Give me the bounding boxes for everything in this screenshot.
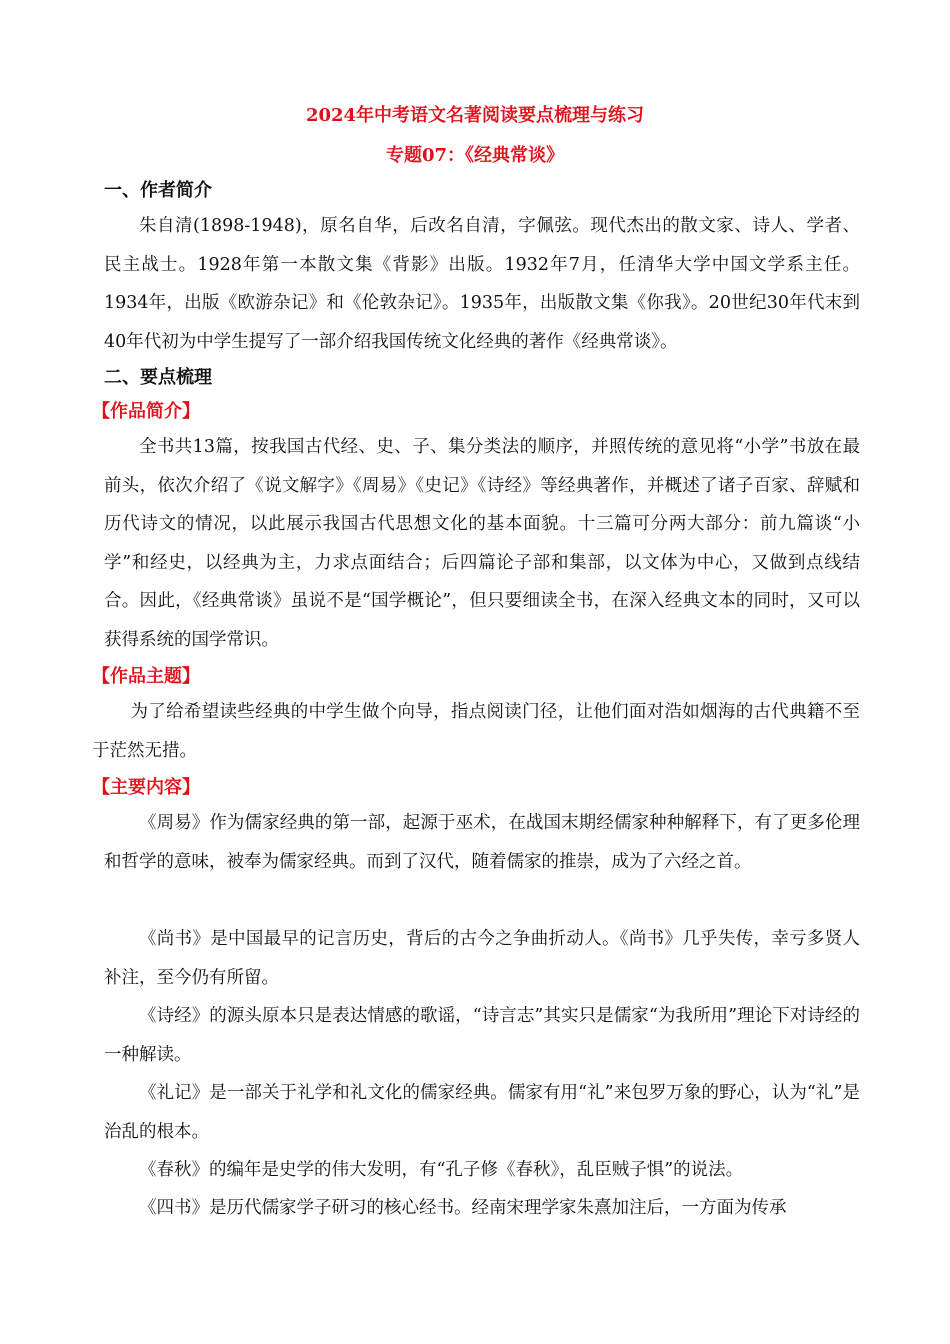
author-heading: 一、作者简介	[104, 180, 212, 201]
content-item-zhouyi: 《周易》作为儒家经典的第一部，起源于巫术，在战国末期经儒家种种解释下，有了更多伦理和哲学的意味，被奉为儒家经典。而到了汉代，随着儒家的推崇，成为了六经之首。	[104, 813, 860, 872]
intro-paragraph: 全书共13篇，按我国古代经、史、子、集分类法的顺序，并照传统的意见将“小学”书放在最前头，依次介绍了《说文解字》《周易》《史记》《诗经》等经典著作，并概述了诸子百家、辞赋和历代诗文的情况，以此展示我国古代思想文化的基本面貌。十三篇可分两大部分：前九篇谈“小学”和经史，以经典为主，力求点面结合；后四篇论子部和集部，以文体为中心，又做到点线结合。因此，《经典常谈》虽说不是“国学概论”，但只要细读全书，在深入经典文本的同时，又可以获得系统的国学常识。	[104, 437, 860, 650]
points-heading: 二、要点梳理	[104, 367, 212, 388]
content-item-sishu: 《四书》是历代儒家学子研习的核心经书。经南宋理学家朱熹加注后，一方面为传承	[139, 1198, 787, 1218]
theme-label: 【作品主题】	[92, 666, 200, 687]
intro-label: 【作品简介】	[92, 401, 200, 422]
content-item-shangshu: 《尚书》是中国最早的记言历史，背后的古今之争曲折动人。《尚书》几乎失传，幸亏多贤人补注，至今仍有所留。	[104, 929, 860, 988]
theme-paragraph: 为了给希望读些经典的中学生做个向导，指点阅读门径，让他们面对浩如烟海的古代典籍不至于茫然无措。	[92, 702, 860, 761]
document-title: 2024年中考语文名著阅读要点梳理与练习	[305, 105, 645, 126]
document-subtitle: 专题07：《经典常谈》	[385, 145, 565, 166]
content-item-chunqiu: 《春秋》的编年是史学的伟大发明，有“孔子修《春秋》，乱臣贼子惧”的说法。	[139, 1160, 744, 1180]
content-item-shijing: 《诗经》的源头原本只是表达情感的歌谣，“诗言志”其实只是儒家“为我所用”理论下对诗经的一种解读。	[104, 1006, 860, 1065]
content-label: 【主要内容】	[92, 777, 200, 798]
author-paragraph: 朱自清(1898-1948)，原名自华，后改名自清，字佩弦。现代杰出的散文家、诗人、学者、民主战士。1928年第一本散文集《背影》出版。1932年7月，任清华大学中国文学系主任。1934年，出版《欧游杂记》和《伦敦杂记》。1935年，出版散文集《你我》。20世纪30年代末到40年代初为中学生提写了一部介绍我国传统文化经典的著作《经典常谈》。	[104, 216, 860, 352]
content-item-liji: 《礼记》是一部关于礼学和礼文化的儒家经典。儒家有用“礼”来包罗万象的野心，认为“礼”是治乱的根本。	[104, 1083, 860, 1142]
